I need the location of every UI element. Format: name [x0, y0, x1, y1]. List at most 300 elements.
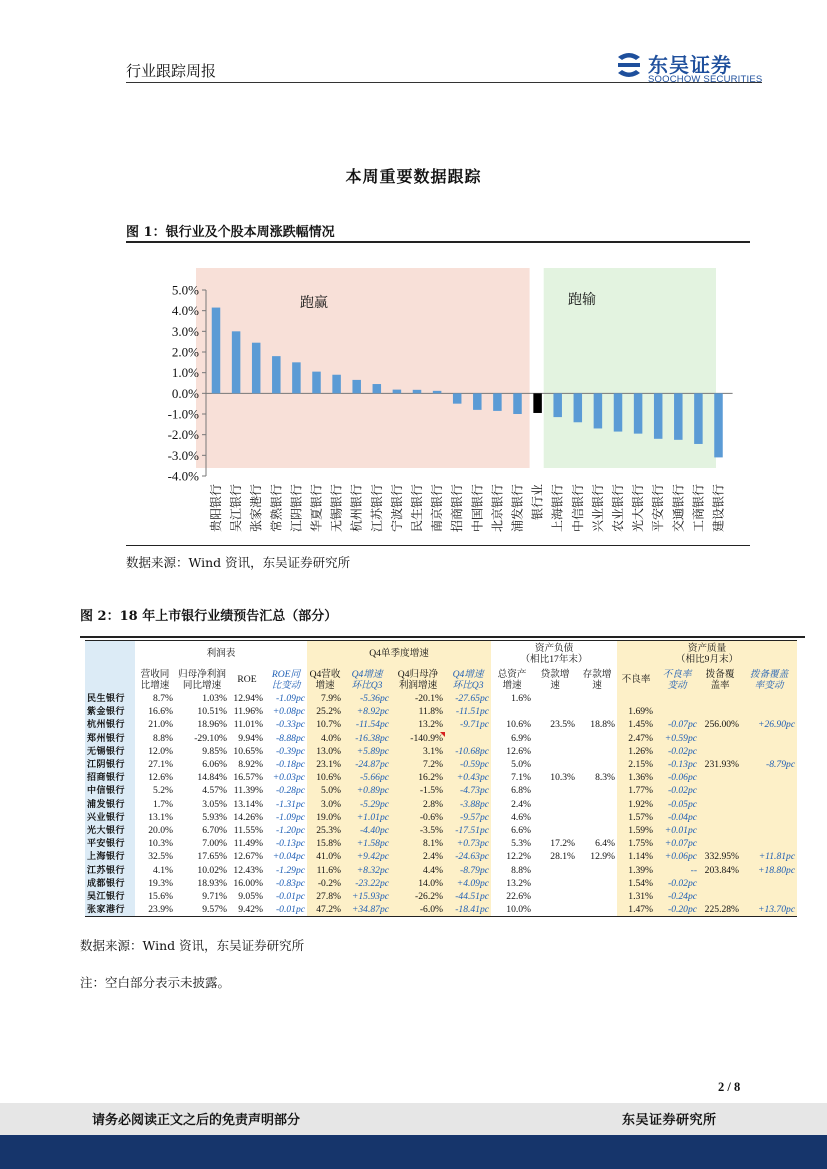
figure2-caption: 图 2：18 年上市银行业绩预告汇总（部分） [80, 609, 338, 624]
bank-name: 兴业银行 [85, 811, 135, 824]
table-cell: 1.39% [617, 864, 655, 877]
bank-weekly-change-chart [126, 244, 750, 544]
table-cell: 1.26% [617, 745, 655, 758]
annotation-outperform: 跑赢 [300, 295, 328, 311]
table-cell: 2.47% [617, 732, 655, 745]
footer-navy-strip [0, 1135, 827, 1169]
table-cell: -0.05pc [655, 798, 699, 811]
table-cell: 11.8% [391, 706, 445, 719]
table-cell: -6.0% [391, 904, 445, 917]
table-cell [741, 732, 797, 745]
table-cell: 25.3% [307, 824, 343, 837]
bar [292, 362, 301, 393]
table-cell: 27.1% [135, 758, 175, 771]
table-cell [741, 811, 797, 824]
table-cell: 2.4% [391, 851, 445, 864]
table-cell: 1.14% [617, 851, 655, 864]
table-cell: +0.43pc [445, 772, 491, 785]
x-tick-label: 无锡银行 [329, 484, 344, 533]
table-cell: 10.02% [175, 864, 229, 877]
table-cell [699, 785, 741, 798]
table-cell: -10.68pc [445, 745, 491, 758]
table-cell: +8.92pc [343, 706, 391, 719]
bank-name: 郑州银行 [85, 732, 135, 745]
table-cell: 8.3% [577, 772, 617, 785]
bar [574, 393, 583, 422]
column-header: 存款增 速 [577, 667, 617, 693]
table-cell: 25.2% [307, 706, 343, 719]
table-cell [577, 745, 617, 758]
table-cell: +5.89pc [343, 745, 391, 758]
table-cell: 7.1% [491, 772, 533, 785]
table-cell: 14.26% [229, 811, 265, 824]
group-quality: 资产质量 （相比9月末） [617, 641, 797, 667]
table-row [85, 904, 797, 917]
table-row [85, 732, 797, 745]
bar [393, 390, 402, 394]
column-header: 贷款增 速 [533, 667, 577, 693]
table-cell: -0.33pc [265, 719, 307, 732]
table-cell: -26.2% [391, 890, 445, 903]
table-cell: -5.36pc [343, 693, 391, 706]
bank-name: 吴江银行 [85, 890, 135, 903]
table-cell: 9.85% [175, 745, 229, 758]
table-cell: -0.24pc [655, 890, 699, 903]
bar [473, 393, 482, 410]
table-cell [699, 811, 741, 824]
x-tick-label: 兴业银行 [590, 484, 605, 533]
table-cell [577, 758, 617, 771]
table-row [85, 785, 797, 798]
table-cell: +0.04pc [265, 851, 307, 864]
table-cell: 9.57% [175, 904, 229, 917]
table-cell: 6.8% [491, 785, 533, 798]
table-cell [533, 785, 577, 798]
figure1-source: 数据来源：Wind 资讯，东吴证券研究所 [126, 555, 351, 570]
scs-logo-icon [614, 51, 644, 81]
x-tick-label: 张家港行 [249, 484, 264, 533]
table-cell: -0.2% [307, 877, 343, 890]
table-cell: 11.49% [229, 838, 265, 851]
table-cell: -9.71pc [445, 719, 491, 732]
table-cell: +1.58pc [343, 838, 391, 851]
table-cell [577, 824, 617, 837]
bank-name: 杭州银行 [85, 719, 135, 732]
table-cell: 15.8% [307, 838, 343, 851]
bar [413, 390, 422, 394]
column-header: Q4增速 环比Q3 [343, 667, 391, 693]
table-cell: -0.01pc [265, 904, 307, 917]
table-cell: -1.29pc [265, 864, 307, 877]
table-cell: 11.96% [229, 706, 265, 719]
table-cell: 10.6% [307, 772, 343, 785]
table-cell: -24.87pc [343, 758, 391, 771]
table-cell: 8.1% [391, 838, 445, 851]
table-cell: 6.9% [491, 732, 533, 745]
table-cell: +0.59pc [655, 732, 699, 745]
bank-name: 平安银行 [85, 838, 135, 851]
table-row [85, 772, 797, 785]
table-cell: -9.57pc [445, 811, 491, 824]
table-row [85, 693, 797, 706]
table-cell: 3.1% [391, 745, 445, 758]
table-cell: +0.03pc [265, 772, 307, 785]
column-header: Q4归母净 利润增速 [391, 667, 445, 693]
table-cell: 1.59% [617, 824, 655, 837]
table-cell: 1.6% [491, 693, 533, 706]
table-cell [533, 798, 577, 811]
table-cell: -0.59pc [445, 758, 491, 771]
table-cell: -0.28pc [265, 785, 307, 798]
bar [714, 393, 723, 457]
table-cell [577, 890, 617, 903]
table-cell [533, 864, 577, 877]
table-cell [577, 798, 617, 811]
table-cell [741, 824, 797, 837]
y-tick-label: 1.0% [171, 365, 199, 381]
table-cell: +13.70pc [741, 904, 797, 917]
table-cell: 1.92% [617, 798, 655, 811]
table-cell: -17.51pc [445, 824, 491, 837]
logo-chinese-name: 东吴证券 [648, 53, 732, 77]
table-cell: 1.57% [617, 811, 655, 824]
table-cell: 231.93% [699, 758, 741, 771]
bar [373, 384, 382, 393]
table-cell: 18.96% [175, 719, 229, 732]
bank-name: 江苏银行 [85, 864, 135, 877]
table-cell [533, 877, 577, 890]
x-tick-label: 光大银行 [631, 484, 646, 533]
bank-name: 江阴银行 [85, 758, 135, 771]
table-cell [533, 824, 577, 837]
table-cell: +1.01pc [343, 811, 391, 824]
table-cell: 15.6% [135, 890, 175, 903]
table-cell: +4.09pc [445, 877, 491, 890]
table-cell: 17.2% [533, 838, 577, 851]
table-cell: 4.6% [491, 811, 533, 824]
figure1-bottom-rule [126, 545, 750, 546]
footer-institute: 东吴证券研究所 [622, 1113, 717, 1128]
table-cell: 8.8% [135, 732, 175, 745]
table-cell: 6.6% [491, 824, 533, 837]
table-cell: 1.36% [617, 772, 655, 785]
logo-english-name: SOOCHOW SECURITIES [648, 74, 763, 85]
table-cell: -3.5% [391, 824, 445, 837]
y-tick-label: -3.0% [167, 447, 199, 463]
table-cell [533, 732, 577, 745]
y-tick-label: -2.0% [167, 427, 199, 443]
table-cell: -0.39pc [265, 745, 307, 758]
table-cell: 11.39% [229, 785, 265, 798]
table-cell: 332.95% [699, 851, 741, 864]
table-cell: 47.2% [307, 904, 343, 917]
table-cell: 41.0% [307, 851, 343, 864]
table-cell: 21.0% [135, 719, 175, 732]
table-cell: 32.5% [135, 851, 175, 864]
column-header: Q4增速 环比Q3 [445, 667, 491, 693]
x-tick-label: 银行业 [530, 484, 545, 521]
table-cell: 1.47% [617, 904, 655, 917]
table-cell: -8.79pc [741, 758, 797, 771]
bar [453, 393, 462, 403]
table-cell: 18.93% [175, 877, 229, 890]
bar [433, 391, 442, 393]
table-cell: -29.10% [175, 732, 229, 745]
corner-cell [85, 641, 135, 693]
bar [654, 393, 663, 438]
table-cell: 203.84% [699, 864, 741, 877]
table-cell: 12.6% [135, 772, 175, 785]
bar [674, 393, 683, 440]
table-cell [741, 877, 797, 890]
table-row [85, 890, 797, 903]
y-tick-label: 5.0% [171, 282, 199, 298]
table-row [85, 719, 797, 732]
table-cell: 7.00% [175, 838, 229, 851]
table-cell: -1.5% [391, 785, 445, 798]
bar [553, 393, 562, 417]
table-cell: 13.14% [229, 798, 265, 811]
table-row [85, 758, 797, 771]
table-cell [577, 732, 617, 745]
report-type: 行业跟踪周报 [126, 62, 217, 80]
y-tick-label: 0.0% [171, 385, 199, 401]
table-cell [699, 706, 741, 719]
table-cell: -4.73pc [445, 785, 491, 798]
x-tick-label: 北京银行 [490, 484, 505, 533]
column-header: 不良率 [617, 667, 655, 693]
table-cell: -0.6% [391, 811, 445, 824]
column-header: 拨备覆 盖率 [699, 667, 741, 693]
table-cell [699, 693, 741, 706]
earnings-preview-table [85, 640, 797, 917]
table-cell: 1.31% [617, 890, 655, 903]
table-cell [699, 824, 741, 837]
bar [634, 393, 643, 433]
table-cell: 10.0% [491, 904, 533, 917]
table-cell: -18.41pc [445, 904, 491, 917]
bar [272, 356, 281, 393]
table-cell: +11.81pc [741, 851, 797, 864]
table-cell [741, 838, 797, 851]
table-cell: -0.07pc [655, 719, 699, 732]
table-cell: 12.67% [229, 851, 265, 864]
table-cell: +0.89pc [343, 785, 391, 798]
table-cell [577, 693, 617, 706]
section-title: 本周重要数据跟踪 [345, 167, 482, 186]
table-cell [445, 732, 491, 745]
table-cell: 19.3% [135, 877, 175, 890]
x-tick-label: 华夏银行 [309, 484, 324, 533]
table-cell: +0.06pc [655, 851, 699, 864]
table-cell: 14.84% [175, 772, 229, 785]
bar [212, 308, 221, 394]
table-row [85, 745, 797, 758]
x-tick-label: 农业银行 [611, 484, 625, 533]
table-cell [741, 785, 797, 798]
bank-name: 张家港行 [85, 904, 135, 917]
table-cell [533, 758, 577, 771]
table-cell [655, 693, 699, 706]
x-tick-label: 宁波银行 [389, 484, 404, 533]
table-cell [699, 772, 741, 785]
bank-name: 无锡银行 [85, 745, 135, 758]
x-tick-label: 平安银行 [651, 484, 666, 533]
table-cell: 12.43% [229, 864, 265, 877]
bar [232, 331, 241, 393]
bar [332, 375, 341, 394]
x-tick-label: 南京银行 [430, 484, 445, 533]
table-cell: -140.9% [391, 732, 445, 745]
table-cell: -24.63pc [445, 851, 491, 864]
table-cell: 1.77% [617, 785, 655, 798]
x-tick-label: 中信银行 [570, 484, 585, 533]
table-cell: -0.02pc [655, 877, 699, 890]
x-tick-label: 江阴银行 [289, 484, 304, 533]
table-cell [699, 877, 741, 890]
table-cell: 9.05% [229, 890, 265, 903]
table-row [85, 798, 797, 811]
table-row [85, 864, 797, 877]
table-row [85, 706, 797, 719]
table-cell: 10.65% [229, 745, 265, 758]
table-cell [699, 798, 741, 811]
table-cell: 22.6% [491, 890, 533, 903]
table-cell: 1.69% [617, 706, 655, 719]
table-cell [577, 864, 617, 877]
table-cell: -0.02pc [655, 745, 699, 758]
table-row [85, 838, 797, 851]
table-cell: -8.88pc [265, 732, 307, 745]
table-cell: 19.0% [307, 811, 343, 824]
group-q4: Q4单季度增速 [307, 641, 491, 667]
outperform-zone [196, 268, 530, 468]
y-tick-label: 2.0% [171, 344, 199, 360]
figure1-caption: 图 1：银行业及个股本周涨跌幅情况 [126, 225, 335, 240]
table-cell [533, 706, 577, 719]
table-cell: 13.2% [491, 877, 533, 890]
figure2-top-rule [80, 636, 805, 638]
table-cell: -0.06pc [655, 772, 699, 785]
x-tick-label: 江苏银行 [369, 484, 384, 533]
footer-disclaimer: 请务必阅读正文之后的免责声明部分 [92, 1113, 301, 1128]
bank-name: 上海银行 [85, 851, 135, 864]
bank-name: 中信银行 [85, 785, 135, 798]
table-cell [577, 877, 617, 890]
table-cell: 4.4% [391, 864, 445, 877]
table-cell: 1.03% [175, 693, 229, 706]
table-cell: -23.22pc [343, 877, 391, 890]
table-cell [699, 838, 741, 851]
table-cell [533, 904, 577, 917]
table-cell: -0.01pc [265, 890, 307, 903]
table-cell: 1.75% [617, 838, 655, 851]
table-cell: 256.00% [699, 719, 741, 732]
column-header: 营收同 比增速 [135, 667, 175, 693]
table-cell: 11.01% [229, 719, 265, 732]
table-cell: +34.87pc [343, 904, 391, 917]
table-cell [491, 706, 533, 719]
table-cell: 4.0% [307, 732, 343, 745]
table-cell: -11.51pc [445, 706, 491, 719]
table-cell: 5.0% [491, 758, 533, 771]
page-number: 2 / 8 [718, 1080, 741, 1094]
table-cell: 4.57% [175, 785, 229, 798]
table-cell: +15.93pc [343, 890, 391, 903]
table-cell: -4.40pc [343, 824, 391, 837]
table-cell: 14.0% [391, 877, 445, 890]
y-tick-label: -1.0% [167, 406, 199, 422]
table-cell [533, 811, 577, 824]
column-header: 归母净利润 同比增速 [175, 667, 229, 693]
bank-name: 招商银行 [85, 772, 135, 785]
table-cell: 16.6% [135, 706, 175, 719]
table-cell: 2.15% [617, 758, 655, 771]
annotation-underperform: 跑输 [568, 292, 596, 308]
table-cell: 11.6% [307, 864, 343, 877]
table-cell: -- [655, 864, 699, 877]
table-cell: 5.93% [175, 811, 229, 824]
table-cell [699, 890, 741, 903]
column-header: ROE [229, 667, 265, 693]
table-cell: -3.88pc [445, 798, 491, 811]
table-cell: 2.8% [391, 798, 445, 811]
table-cell: 4.1% [135, 864, 175, 877]
x-tick-label: 浦发银行 [510, 484, 525, 533]
table-cell: +18.80pc [741, 864, 797, 877]
table-cell: 3.0% [307, 798, 343, 811]
table-cell: -16.38pc [343, 732, 391, 745]
table-cell: 10.3% [533, 772, 577, 785]
bar [352, 380, 361, 393]
column-header: 不良率 变动 [655, 667, 699, 693]
table-cell: 10.6% [491, 719, 533, 732]
table-cell [533, 745, 577, 758]
table-cell: 10.51% [175, 706, 229, 719]
table-cell: 9.71% [175, 890, 229, 903]
table-cell: 8.7% [135, 693, 175, 706]
column-header: Q4营收 增速 [307, 667, 343, 693]
table-cell: 23.5% [533, 719, 577, 732]
table-cell: +0.73pc [445, 838, 491, 851]
table-cell [699, 732, 741, 745]
bar [513, 393, 522, 414]
table-cell: 16.57% [229, 772, 265, 785]
table-cell: -1.31pc [265, 798, 307, 811]
table-cell [741, 772, 797, 785]
table-cell [741, 706, 797, 719]
table-cell: 12.9% [577, 851, 617, 864]
table-cell [577, 811, 617, 824]
table-cell: -11.54pc [343, 719, 391, 732]
figure2-source: 数据来源：Wind 资讯，东吴证券研究所 [80, 938, 305, 953]
bank-name: 成都银行 [85, 877, 135, 890]
table-cell: 18.8% [577, 719, 617, 732]
table-cell: 2.4% [491, 798, 533, 811]
table-cell: 10.3% [135, 838, 175, 851]
x-tick-label: 上海银行 [550, 484, 565, 533]
y-tick-label: 3.0% [171, 323, 199, 339]
table-cell: -1.20pc [265, 824, 307, 837]
table-cell [577, 904, 617, 917]
column-header: 拨备覆盖 率变动 [741, 667, 797, 693]
x-tick-label: 吴江银行 [229, 484, 244, 533]
table-row [85, 877, 797, 890]
table-cell: 12.2% [491, 851, 533, 864]
table-cell: 1.45% [617, 719, 655, 732]
table-cell: -0.02pc [655, 785, 699, 798]
table-cell: 1.54% [617, 877, 655, 890]
